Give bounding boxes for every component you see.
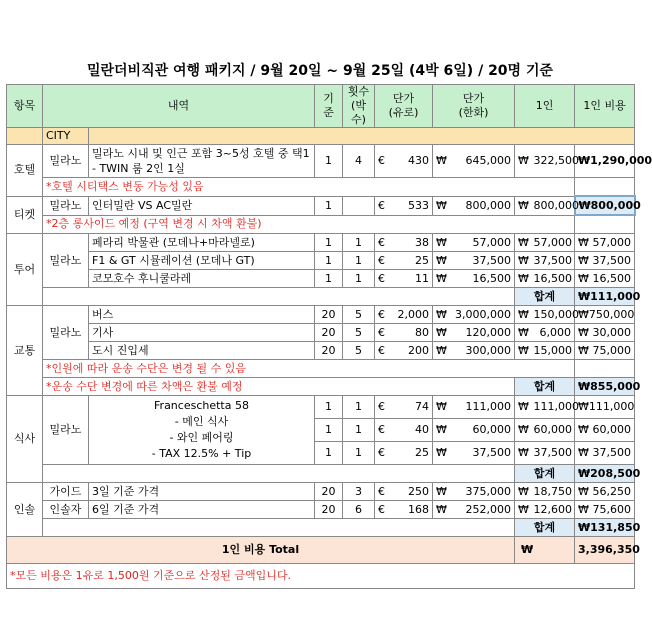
meal-detail-line: Franceschetta 58	[154, 399, 249, 412]
tour-basis: 1	[315, 252, 343, 270]
hotel-eur: 430	[391, 145, 433, 178]
staff-detail: 6일 기준 가격	[89, 501, 315, 519]
staff-per: 12,600	[531, 501, 575, 519]
meal-krw: 111,000	[449, 396, 515, 419]
eur-symbol: €	[375, 234, 391, 252]
staff-row	[7, 483, 635, 501]
krw-symbol: ₩	[433, 270, 449, 288]
krw-symbol: ₩	[578, 466, 591, 480]
krw-symbol: ₩	[578, 253, 589, 267]
city-label: CITY	[43, 128, 89, 145]
hotel-cost: ₩1,290,000	[575, 145, 635, 178]
krw-symbol: ₩	[515, 270, 531, 288]
staff-detail: 3일 기준 가격	[89, 483, 315, 501]
meal-krw: 60,000	[449, 419, 515, 442]
meal-detail-line: - TAX 12.5% + Tip	[151, 447, 252, 460]
transport-eur: 2,000	[391, 306, 433, 324]
krw-symbol: ₩	[433, 442, 449, 465]
krw-symbol: ₩	[578, 379, 591, 393]
meal-detail	[89, 396, 315, 465]
transport-note-2: *운송 수단 변경에 따른 차액은 환불 예정	[43, 378, 515, 396]
staff-count: 6	[343, 501, 375, 519]
transport-cost-value: 30,000	[592, 325, 632, 339]
tour-sum	[575, 288, 641, 306]
tour-row	[7, 234, 635, 252]
tour-basis: 1	[315, 270, 343, 288]
krw-symbol: ₩	[515, 501, 531, 519]
transport-cost	[575, 342, 635, 360]
hotel-count: 4	[343, 145, 375, 178]
tour-detail: 코모호수 후니쿨라레	[89, 270, 315, 288]
meal-count: 1	[343, 442, 375, 465]
tour-category: 투어	[7, 234, 43, 306]
meal-cost-value: 111,000	[588, 400, 635, 413]
staff-basis: 20	[315, 483, 343, 501]
tour-city: 밀라노	[43, 234, 89, 288]
meal-basis: 1	[315, 419, 343, 442]
meal-cost	[575, 396, 635, 419]
tour-krw: 57,000	[449, 234, 515, 252]
meal-basis: 1	[315, 442, 343, 465]
krw-symbol: ₩	[578, 289, 591, 303]
tour-krw: 16,500	[449, 270, 515, 288]
transport-cost-value: 750,000	[588, 307, 635, 321]
hotel-krw: 645,000	[449, 145, 515, 178]
total-label: 1인 비용 Total	[7, 537, 515, 564]
ticket-row	[7, 196, 635, 215]
tour-sum-row	[7, 288, 635, 306]
krw-symbol: ₩	[515, 234, 531, 252]
tour-per: 16,500	[531, 270, 575, 288]
krw-symbol: ₩	[578, 343, 589, 357]
transport-basis: 20	[315, 324, 343, 342]
ticket-note: *2층 롱사이드 예정 (구역 변경 시 차액 환불)	[43, 215, 575, 234]
meal-sum-row	[7, 465, 635, 483]
staff-per: 18,750	[531, 483, 575, 501]
header-per-person: 1인	[515, 85, 575, 128]
transport-per: 6,000	[531, 324, 575, 342]
krw-symbol: ₩	[578, 502, 589, 516]
hotel-per-symbol: ₩	[515, 145, 531, 178]
eur-symbol: €	[375, 396, 391, 419]
header-detail: 내역	[43, 85, 315, 128]
transport-city: 밀라노	[43, 306, 89, 360]
transport-eur: 200	[391, 342, 433, 360]
tour-per: 37,500	[531, 252, 575, 270]
ticket-cost-symbol: ₩	[578, 198, 591, 212]
krw-symbol: ₩	[515, 419, 531, 442]
tour-row	[7, 252, 635, 270]
eur-symbol: €	[375, 270, 391, 288]
transport-cost	[575, 306, 635, 324]
hotel-note: *호텔 시티택스 변동 가능성 있음	[43, 178, 575, 197]
staff-eur: 250	[391, 483, 433, 501]
transport-cost-value: 75,000	[592, 343, 632, 357]
transport-krw: 300,000	[449, 342, 515, 360]
tour-eur: 25	[391, 252, 433, 270]
meal-detail-line: - 메인 식사	[174, 415, 229, 428]
tour-per: 57,000	[531, 234, 575, 252]
meal-sum	[575, 465, 641, 483]
eur-symbol: €	[375, 324, 391, 342]
transport-count: 5	[343, 306, 375, 324]
krw-symbol: ₩	[578, 423, 589, 436]
tour-cost-value: 37,500	[592, 253, 632, 267]
tour-eur: 11	[391, 270, 433, 288]
transport-note-row	[7, 378, 635, 396]
staff-cost-value: 75,600	[592, 502, 632, 516]
ticket-note-row	[7, 215, 635, 234]
meal-eur: 25	[391, 442, 433, 465]
transport-count: 5	[343, 342, 375, 360]
ticket-basis: 1	[315, 196, 343, 215]
transport-krw: 3,000,000	[449, 306, 515, 324]
krw-symbol: ₩	[433, 396, 449, 419]
krw-symbol: ₩	[515, 252, 531, 270]
eur-symbol: €	[375, 483, 391, 501]
total-symbol: ₩	[515, 537, 575, 564]
eur-symbol: €	[375, 442, 391, 465]
hotel-row	[7, 145, 635, 178]
footnote-row	[7, 564, 635, 589]
ticket-eur: 533	[391, 196, 433, 215]
hotel-eur-symbol: €	[375, 145, 391, 178]
krw-symbol: ₩	[433, 252, 449, 270]
meal-cost-value: 60,000	[592, 423, 632, 436]
tour-eur: 38	[391, 234, 433, 252]
staff-basis: 20	[315, 501, 343, 519]
krw-symbol: ₩	[433, 483, 449, 501]
transport-sum	[575, 378, 641, 396]
staff-sum	[575, 519, 641, 537]
transport-detail: 버스	[89, 306, 315, 324]
header-unit-krw: 단가 (한화)	[433, 85, 515, 128]
krw-symbol: ₩	[578, 271, 589, 285]
krw-symbol: ₩	[433, 342, 449, 360]
tour-row	[7, 270, 635, 288]
transport-row	[7, 342, 635, 360]
hotel-detail-line1: 밀라노 시내 및 인근 포함 3~5성 호텔 중 택1	[92, 147, 310, 160]
cost-table	[6, 84, 652, 589]
tour-sum-label: 합계	[515, 288, 575, 306]
hotel-detail-line2: - TWIN 룸 2인 1실	[92, 162, 185, 175]
krw-symbol: ₩	[578, 235, 589, 249]
tour-cost-value: 57,000	[592, 235, 632, 249]
tour-detail: F1 & GT 시뮬레이션 (모데나 GT)	[89, 252, 315, 270]
krw-symbol: ₩	[578, 400, 589, 413]
transport-per: 15,000	[531, 342, 575, 360]
krw-symbol: ₩	[433, 501, 449, 519]
total-value: 3,396,350	[575, 537, 635, 564]
ticket-krw-symbol: ₩	[433, 196, 449, 215]
meal-count: 1	[343, 396, 375, 419]
krw-symbol: ₩	[515, 324, 531, 342]
staff-sum-row	[7, 519, 635, 537]
tour-cost	[575, 270, 635, 288]
krw-symbol: ₩	[578, 325, 589, 339]
staff-krw: 252,000	[449, 501, 515, 519]
staff-eur: 168	[391, 501, 433, 519]
header-per-person-cost: 1인 비용	[575, 85, 635, 128]
meal-cost	[575, 419, 635, 442]
krw-symbol: ₩	[578, 484, 589, 498]
ticket-krw: 800,000	[449, 196, 515, 215]
tour-cost-value: 16,500	[592, 271, 632, 285]
krw-symbol: ₩	[578, 307, 589, 321]
krw-symbol: ₩	[515, 396, 531, 419]
transport-basis: 20	[315, 342, 343, 360]
staff-sum-label: 합계	[515, 519, 575, 537]
meal-basis: 1	[315, 396, 343, 419]
tour-count: 1	[343, 234, 375, 252]
header-category: 항목	[7, 85, 43, 128]
meal-per: 111,000	[531, 396, 575, 419]
tour-detail: 페라리 박물관 (모데나+마라넬로)	[89, 234, 315, 252]
eur-symbol: €	[375, 306, 391, 324]
transport-row	[7, 306, 635, 324]
ticket-eur-symbol: €	[375, 196, 391, 215]
krw-symbol: ₩	[578, 446, 589, 459]
transport-note-row	[7, 360, 635, 378]
total-row	[7, 537, 635, 564]
city-row	[7, 128, 635, 145]
meal-per: 37,500	[531, 442, 575, 465]
krw-symbol: ₩	[515, 342, 531, 360]
transport-basis: 20	[315, 306, 343, 324]
ticket-cost-value: 800,000	[590, 198, 641, 212]
staff-cost	[575, 501, 635, 519]
transport-category: 교통	[7, 306, 43, 396]
staff-row	[7, 501, 635, 519]
ticket-category: 티켓	[7, 196, 43, 234]
krw-symbol: ₩	[433, 324, 449, 342]
transport-detail: 기사	[89, 324, 315, 342]
tour-basis: 1	[315, 234, 343, 252]
tour-count: 1	[343, 270, 375, 288]
transport-sum-value: 855,000	[590, 379, 641, 393]
hotel-city: 밀라노	[43, 145, 89, 178]
page-title: 밀란더비직관 여행 패키지 / 9월 20일 ~ 9월 25일 (4박 6일) / 20명 기준	[86, 63, 553, 79]
meal-eur: 40	[391, 419, 433, 442]
staff-category: 인솔	[7, 483, 43, 537]
staff-role: 가이드	[43, 483, 89, 501]
transport-row	[7, 324, 635, 342]
hotel-per: 322,500	[531, 145, 575, 178]
tour-count: 1	[343, 252, 375, 270]
footnote: *모든 비용은 1유로 1,500원 기준으로 산정된 금액입니다.	[7, 564, 635, 589]
meal-detail-line: - 와인 페어링	[169, 431, 234, 444]
tour-cost	[575, 234, 635, 252]
meal-row	[7, 396, 635, 419]
meal-category: 식사	[7, 396, 43, 483]
tour-cost	[575, 252, 635, 270]
header-unit-eur: 단가 (유로)	[375, 85, 433, 128]
tour-krw: 37,500	[449, 252, 515, 270]
ticket-per-symbol: ₩	[515, 196, 531, 215]
ticket-per: 800,000	[531, 196, 575, 215]
meal-count: 1	[343, 419, 375, 442]
staff-krw: 375,000	[449, 483, 515, 501]
transport-detail: 도시 진입세	[89, 342, 315, 360]
ticket-city: 밀라노	[43, 196, 89, 215]
eur-symbol: €	[375, 342, 391, 360]
transport-note-1: *인원에 따라 운송 수단은 변경 될 수 있음	[43, 360, 575, 378]
hotel-detail	[89, 145, 315, 178]
transport-eur: 80	[391, 324, 433, 342]
hotel-category: 호텔	[7, 145, 43, 197]
krw-symbol: ₩	[433, 419, 449, 442]
meal-per: 60,000	[531, 419, 575, 442]
eur-symbol: €	[375, 419, 391, 442]
header-count: 횟수 (박수)	[343, 85, 375, 128]
transport-per: 150,000	[531, 306, 575, 324]
meal-eur: 74	[391, 396, 433, 419]
meal-city: 밀라노	[43, 396, 89, 465]
meal-krw: 37,500	[449, 442, 515, 465]
krw-symbol: ₩	[433, 234, 449, 252]
eur-symbol: €	[375, 252, 391, 270]
hotel-basis: 1	[315, 145, 343, 178]
meal-sum-label: 합계	[515, 465, 575, 483]
ticket-cost	[575, 196, 641, 215]
staff-role: 인솔자	[43, 501, 89, 519]
meal-cost-value: 37,500	[592, 446, 632, 459]
krw-symbol: ₩	[515, 442, 531, 465]
ticket-detail: 인터밀란 VS AC밀란	[89, 196, 315, 215]
staff-cost	[575, 483, 635, 501]
transport-sum-label: 합계	[515, 378, 575, 396]
krw-symbol: ₩	[433, 306, 449, 324]
transport-count: 5	[343, 324, 375, 342]
krw-symbol: ₩	[515, 483, 531, 501]
hotel-note-row	[7, 178, 635, 197]
staff-cost-value: 56,250	[592, 484, 632, 498]
krw-symbol: ₩	[515, 306, 531, 324]
staff-sum-value: 131,850	[590, 520, 641, 534]
transport-krw: 120,000	[449, 324, 515, 342]
krw-symbol: ₩	[578, 520, 591, 534]
header-row	[7, 85, 635, 128]
transport-cost	[575, 324, 635, 342]
meal-sum-value: 208,500	[590, 466, 641, 480]
staff-count: 3	[343, 483, 375, 501]
hotel-krw-symbol: ₩	[433, 145, 449, 178]
header-basis: 기준	[315, 85, 343, 128]
meal-cost	[575, 442, 635, 465]
tour-sum-value: 111,000	[590, 289, 641, 303]
eur-symbol: €	[375, 501, 391, 519]
